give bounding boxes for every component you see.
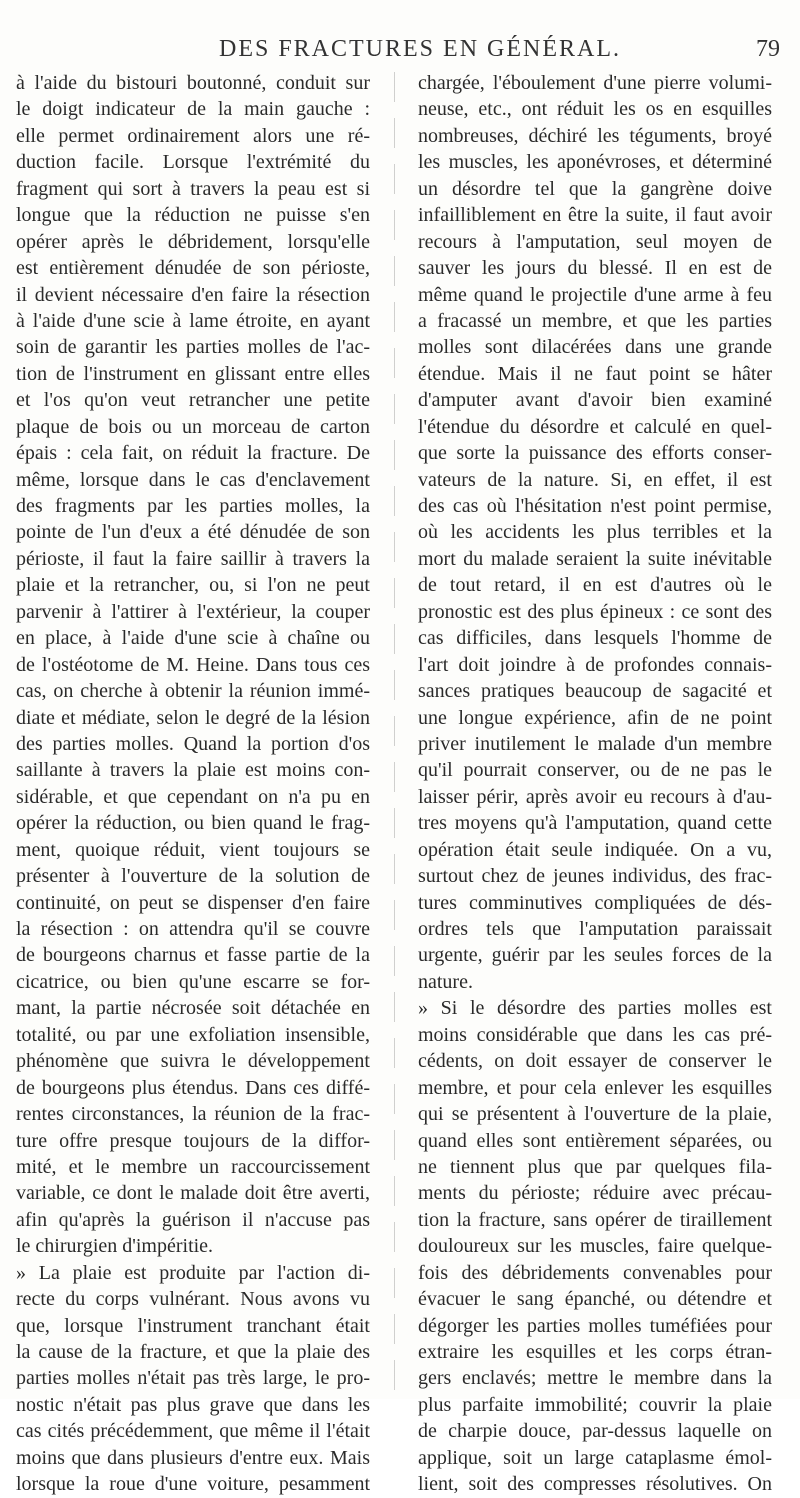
- text-line: plaie et la retrancher, ou, si l'on ne peut: [16, 574, 370, 597]
- text-line: gers enclavés; mettre le membre dans la: [418, 1367, 772, 1390]
- text-line: cédents, on doit essayer de conserver le: [418, 1050, 772, 1073]
- text-line: infailliblement en être la suite, il faut avoir: [418, 204, 772, 227]
- text-line: parties molles n'était pas très large, le pro-: [16, 1367, 370, 1390]
- text-line: duction facile. Lorsque l'extrémité du: [16, 151, 370, 174]
- text-line: nombreuses, déchiré les téguments, broyé: [418, 124, 772, 147]
- text-line: en place, à l'aide d'une scie à chaîne ou: [16, 627, 370, 650]
- text-line: il devient nécessaire d'en faire la résection: [16, 283, 370, 306]
- text-line: lorsque la roue d'une voiture, pesamment: [16, 1473, 370, 1496]
- text-line: sances pratiques beaucoup de sagacité et: [418, 680, 772, 703]
- text-line: soin de garantir les parties molles de l'ac-: [16, 336, 370, 359]
- text-line: saillante à travers la plaie est moins con-: [16, 759, 370, 782]
- text-line: de bourgeons plus étendus. Dans ces diffé-: [16, 1076, 370, 1099]
- page-number: 79: [756, 36, 780, 62]
- text-line: des cas où l'hésitation n'est point permise,: [418, 495, 772, 517]
- text-line: diate et médiate, selon le degré de la lésion: [16, 706, 370, 729]
- text-line: longue que la réduction ne puisse s'en: [16, 204, 370, 227]
- text-line: cas cités précédemment, que même il l'était: [16, 1420, 370, 1443]
- text-line: fragment qui sort à travers la peau est si: [16, 177, 370, 200]
- text-line: moins considérable que dans les cas pré-: [418, 1023, 772, 1046]
- text-line: tures comminutives compliquées de dés-: [418, 891, 772, 914]
- text-line: fois des débridements convenables pour: [418, 1261, 772, 1284]
- text-line: recte du corps vulnérant. Nous avons vu: [16, 1288, 370, 1311]
- text-line: des parties molles. Quand la portion d'os: [16, 732, 370, 755]
- left-column: [16, 70, 370, 1498]
- text-line: applique, soit un large cataplasme émol-: [418, 1446, 772, 1469]
- text-line: même quand le projectile d'une arme à feu: [418, 283, 772, 306]
- text-line: une longue expérience, afin de ne point: [418, 706, 772, 729]
- text-line: douloureux sur les muscles, faire quelque-: [418, 1235, 772, 1258]
- text-line: à l'aide du bistouri boutonné, conduit sur: [16, 72, 370, 94]
- text-line: mant, la partie nécrosée soit détachée en: [16, 997, 370, 1020]
- column-gutter: [394, 72, 395, 1392]
- text-line: est entièrement dénudée de son périoste,: [16, 257, 370, 280]
- text-line: opération était seule indiquée. On a vu,: [418, 838, 772, 861]
- text-line: pronostic est des plus épineux : ce sont des: [418, 600, 772, 623]
- text-line: plaque de bois ou un morceau de carton: [16, 415, 370, 438]
- text-line: membre, et pour cela enlever les esquilles: [418, 1076, 772, 1099]
- running-title: DES FRACTURES EN GÉNÉRAL.: [218, 36, 622, 62]
- text-line: et l'os qu'on veut retrancher une petite: [16, 389, 370, 412]
- text-line: que sorte la puissance des efforts conser-: [418, 442, 772, 465]
- text-line: ordres tels que l'amputation paraissait: [418, 918, 772, 940]
- text-line: cas difficiles, dans lesquels l'homme de: [418, 627, 772, 650]
- text-line: présenter à l'ouverture de la solution de: [16, 865, 370, 888]
- text-line: d'amputer avant d'avoir bien examiné: [418, 389, 772, 412]
- text-line: cas, on cherche à obtenir la réunion immé-: [16, 680, 370, 703]
- text-line: » La plaie est produite par l'action di-: [16, 1261, 370, 1284]
- text-line: quand elles sont entièrement séparées, ou: [418, 1129, 772, 1152]
- text-line: urgente, guérir par les seules forces de la: [418, 944, 772, 967]
- text-line: où les accidents les plus terribles et la: [418, 521, 772, 544]
- text-line: mité, et le membre un raccourcissement: [16, 1155, 370, 1178]
- text-line: extraire les esquilles et les corps étran-: [418, 1341, 772, 1363]
- text-line: neuse, etc., ont réduit les os en esquilles: [418, 98, 772, 121]
- text-line: même, lorsque dans le cas d'enclavement: [16, 468, 370, 491]
- text-line: nature.: [418, 970, 473, 993]
- text-line: recours à l'amputation, seul moyen de: [418, 230, 772, 253]
- text-line: vateurs de la nature. Si, en effet, il est: [418, 468, 772, 491]
- text-line: variable, ce dont le malade doit être averti,: [16, 1182, 370, 1205]
- text-line: un désordre tel que la gangrène doive: [418, 177, 772, 200]
- text-line: phénomène que suivra le développement: [16, 1050, 370, 1073]
- text-line: périoste, il faut la faire saillir à travers la: [16, 547, 370, 570]
- text-line: rentes circonstances, la réunion de la frac-: [16, 1103, 370, 1126]
- text-line: laisser périr, après avoir eu recours à d'au-: [418, 785, 772, 808]
- text-line: » Si le désordre des parties molles est: [418, 997, 772, 1020]
- text-line: sidérable, et que cependant on n'a pu en: [16, 785, 370, 808]
- text-line: ment, quoique réduit, vient toujours se: [16, 838, 370, 861]
- text-line: étendue. Mais il ne faut point se hâter: [418, 362, 772, 385]
- text-line: l'étendue du désordre et calculé en quel-: [418, 415, 772, 438]
- text-line: chargée, l'éboulement d'une pierre volumi-: [418, 72, 772, 94]
- text-line: ne tiennent plus que par quelques fila-: [418, 1155, 772, 1178]
- text-line: elle permet ordinairement alors une ré-: [16, 124, 370, 147]
- text-line: à l'aide d'une scie à lame étroite, en ayant: [16, 309, 370, 332]
- text-line: le chirurgien d'impéritie.: [16, 1235, 214, 1258]
- text-line: nostic n'était pas plus grave que dans les: [16, 1393, 370, 1416]
- text-line: la résection : on attendra qu'il se couvre: [16, 918, 370, 940]
- text-line: mort du malade seraient la suite inévitable: [418, 547, 772, 570]
- text-line: évacuer le sang épanché, ou détendre et: [418, 1288, 772, 1311]
- text-line: plus parfaite immobilité; couvrir la plaie: [418, 1393, 772, 1416]
- text-line: parvenir à l'attirer à l'extérieur, la couper: [16, 600, 370, 623]
- text-line: de tout retard, il en est d'autres où le: [418, 574, 772, 597]
- text-line: opérer après le débridement, lorsqu'elle: [16, 230, 370, 253]
- text-line: tion la fracture, sans opérer de tiraillement: [418, 1208, 772, 1231]
- text-line: des fragments par les parties molles, la: [16, 495, 370, 517]
- text-line: de l'ostéotome de M. Heine. Dans tous ces: [16, 653, 370, 676]
- text-line: continuité, on peut se dispenser d'en faire: [16, 891, 370, 914]
- text-line: opérer la réduction, ou bien quand le frag-: [16, 812, 370, 835]
- text-line: épais : cela fait, on réduit la fracture. De: [16, 442, 370, 465]
- text-line: totalité, ou par une exfoliation insensible,: [16, 1023, 370, 1046]
- text-line: la cause de la fracture, et que la plaie des: [16, 1341, 370, 1363]
- text-line: le doigt indicateur de la main gauche :: [16, 98, 370, 121]
- text-line: qu'il pourrait conserver, ou de ne pas le: [418, 759, 772, 782]
- text-line: moins que dans plusieurs d'entre eux. Mais: [16, 1446, 370, 1469]
- text-line: qui se présentent à l'ouverture de la plaie,: [418, 1103, 772, 1126]
- text-line: de charpie douce, par-dessus laquelle on: [418, 1420, 772, 1443]
- text-line: surtout chez de jeunes individus, des frac-: [418, 865, 772, 888]
- text-line: que, lorsque l'instrument tranchant était: [16, 1314, 370, 1337]
- text-line: afin qu'après la guérison il n'accuse pas: [16, 1208, 370, 1231]
- text-line: l'art doit joindre à de profondes connais-: [418, 653, 772, 676]
- text-line: lient, soit des compresses résolutives. On: [418, 1473, 772, 1496]
- running-head: [60, 36, 780, 64]
- text-line: cicatrice, ou bien qu'une escarre se for-: [16, 970, 370, 993]
- text-line: tres moyens qu'à l'amputation, quand cette: [418, 812, 772, 835]
- text-line: pointe de l'un d'eux a été dénudée de son: [16, 521, 370, 544]
- text-line: dégorger les parties molles tuméfiées pour: [418, 1314, 772, 1337]
- right-column: [418, 70, 772, 1498]
- text-line: les muscles, les aponévroses, et déterminé: [418, 151, 772, 174]
- text-line: molles sont dilacérées dans une grande: [418, 336, 772, 359]
- text-line: a fracassé un membre, et que les parties: [418, 309, 772, 332]
- text-line: de bourgeons charnus et fasse partie de la: [16, 944, 370, 967]
- text-line: tion de l'instrument en glissant entre elles: [16, 362, 370, 385]
- text-line: sauver les jours du blessé. Il en est de: [418, 257, 772, 280]
- text-line: ments du périoste; réduire avec précau-: [418, 1182, 772, 1205]
- text-line: ture offre presque toujours de la diffor-: [16, 1129, 370, 1152]
- text-line: priver inutilement le malade d'un membre: [418, 732, 772, 755]
